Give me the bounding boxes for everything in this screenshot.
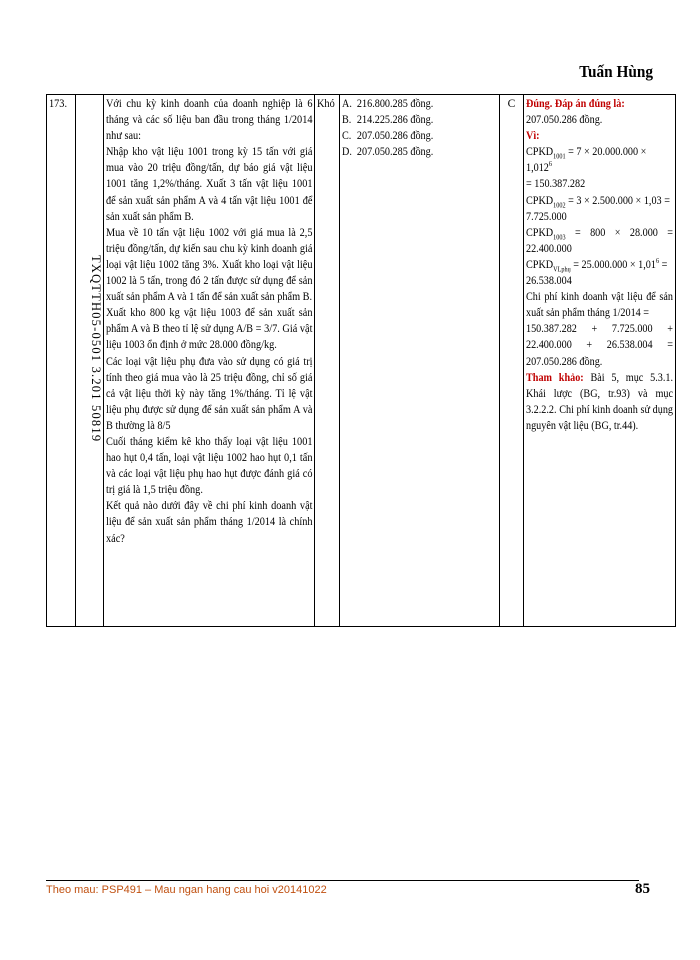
answer-key: C — [500, 95, 524, 627]
stem-paragraph: Các loại vật liệu phụ đưa vào sử dụng có giá trị tính theo giá mua vào là 25 triệu đồng, chỉ số giá cả vật liệu thời kỳ này tăng 1%/tháng. Tỉ lệ vật liệu phụ được sử dụng để sản xuất sản phẩm A và B thường là 8/5 — [106, 355, 313, 432]
formula-1001: $CPKD_{1001} = 7 \times 20.000.000 \times 1,012^6$ — [526, 146, 647, 175]
question-stem — [104, 95, 315, 627]
option-a: A. 216.800.285 đồng. — [342, 98, 434, 110]
correct-answer-line: Đúng. Đáp án đúng là: 207.050.286 đồng. — [526, 98, 625, 127]
sum-line-2: 22.400.000 + 26.538.004 = — [526, 339, 673, 352]
why-label: Vì: — [526, 130, 540, 143]
formula-vlphu-result: 26.538.004 — [526, 275, 572, 288]
difficulty-level: Khó — [315, 95, 340, 627]
formula-vlphu: $CPKD_{VLphụ} = 25.000.000 \times 1,01^6$ = — [526, 257, 668, 274]
stem-paragraph: Nhập kho vật liệu 1001 trong kỳ 15 tấn với giá mua vào 20 triệu đồng/tấn, dự báo giá vật liệu 1001 tăng 1,2%/tháng. Xuất 3 tấn vật liệu 1001 để sản xuất sản phẩm A và 4 tấn vật liệu 1001 để sản xuất sản phẩm B. — [106, 146, 313, 223]
question-table — [46, 94, 676, 627]
stem-paragraph: Xuất kho 800 kg vật liệu 1003 để sản xuất sản phẩm A và B theo tỉ lệ sử dụng A/B = 3/7. Giá vật liệu 1003 ổn định ở mức 28.000 đồng/kg. — [106, 307, 313, 352]
question-code-cell — [76, 95, 104, 627]
option-d: D. 207.050.285 đồng. — [342, 146, 434, 159]
footer-divider — [46, 880, 639, 881]
formula-1002-result: 7.725.000 — [526, 210, 567, 223]
total-result: 207.050.286 đồng. — [526, 355, 603, 368]
question-row — [47, 95, 676, 627]
total-description: Chi phí kinh doanh vật liệu để sản xuất sản phẩm tháng 1/2014 = — [526, 291, 674, 320]
answer-options — [340, 95, 500, 627]
explanation — [524, 95, 676, 627]
stem-paragraph: Kết quả nào dưới đây về chi phí kinh doanh vật liệu để sản xuất sản phẩm tháng 1/2014 là chính xác? — [106, 500, 313, 545]
option-c: C. 207.050.286 đồng. — [342, 130, 434, 143]
question-number: 173. — [47, 95, 76, 627]
sum-line-1: 150.387.282 + 7.725.000 + — [526, 323, 673, 336]
formula-1001-result: = 150.387.282 — [526, 178, 586, 191]
formula-1003-result: 22.400.000 — [526, 242, 572, 255]
footer-template: Theo mau: PSP491 – Mau ngan hang cau hoi v20141022 — [46, 884, 327, 896]
stem-paragraph: Cuối tháng kiểm kê kho thấy loại vật liệu 1001 hao hụt 0,4 tấn, loại vật liệu 1002 hao hụt 0,1 tấn và các loại vật liệu phụ hao hụt được đánh giá có trị giá là 1,5 triệu đồng. — [106, 435, 313, 497]
stem-paragraph: Với chu kỳ kinh doanh của doanh nghiệp là 6 tháng và các số liệu ban đầu trong tháng 1/2014 như sau: — [106, 98, 313, 143]
stem-paragraph: Mua về 10 tấn vật liệu 1002 với giá mua là 2,5 triệu đồng/tấn, dự kiến sau chu kỳ kinh doanh giá loại vật liệu 1002 tăng 3%. Xuất kho loại vật liệu 1002 là 5 tấn, trong đó 2 tấn được sử dụng để sản xuất sản phẩm A và 1 tấn để sản xuất sản phẩm B. — [106, 226, 313, 304]
option-b: B. 214.225.286 đồng. — [342, 114, 434, 127]
formula-1003: $CPKD_{1003}$ = 800 × 28.000 = — [526, 226, 674, 242]
question-code: TXQTTH05-0501 3.201 50819 — [89, 255, 104, 443]
formula-1002: $CPKD_{1002} = 3 \times 2.500.000 \times 1,03$ = — [526, 194, 670, 209]
reference: Tham khảo: Bài 5, mục 5.3.1. Khái lược (BG, tr.93) và mục 3.2.2.2. Chi phí kinh doanh sử dụng nguyên vật liệu (BG, tr.44). — [526, 371, 674, 432]
author-name: Tuấn Hùng — [579, 62, 653, 81]
page-number: 85 — [635, 881, 650, 897]
